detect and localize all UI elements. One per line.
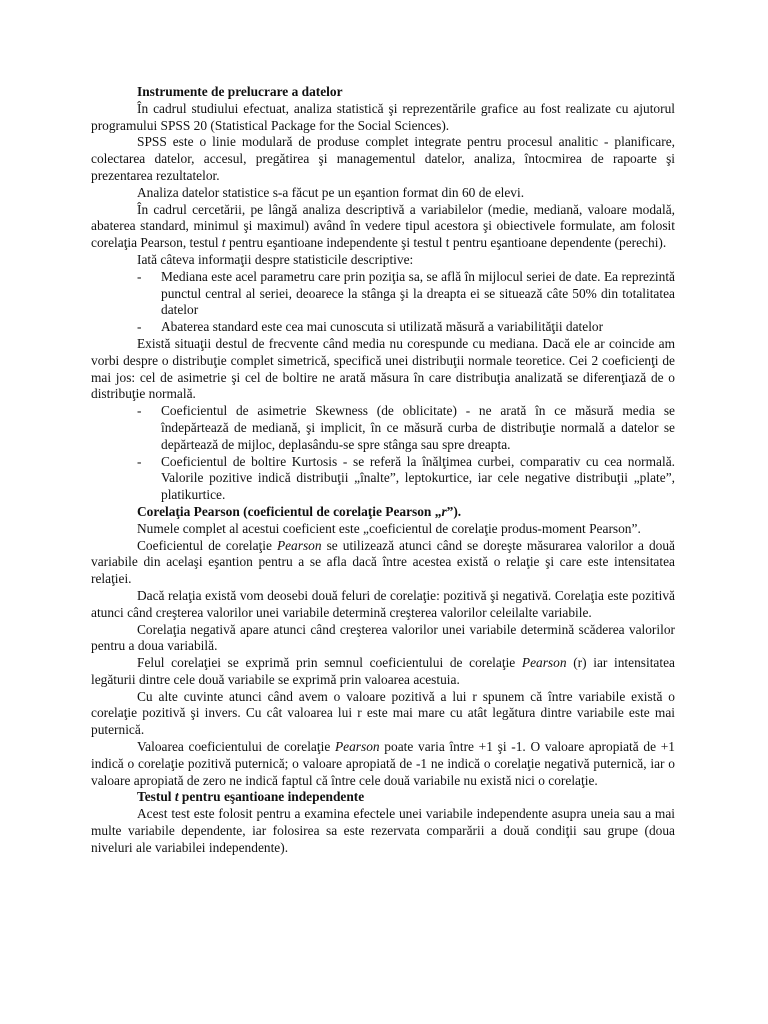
paragraph: SPSS este o linie modulară de produse complet integrate pentru procesul analitic - planificare, colectarea datelor, accesul, pregătirea şi managementul datelor, analiza, întocmirea de rapoarte şi prezentarea rezultatelor. (91, 134, 675, 183)
list-item: - Mediana este acel parametru care prin poziţia sa, se află în mijlocul seriei de date. Ea reprezintă punctul central al seriei, deoarece la stânga şi la dreapta ei se situează câte 50% din totalitatea datelor (137, 268, 675, 318)
descriptive-stats-list (91, 269, 675, 336)
paragraph: Corelaţia negativă apare atunci când creşterea valorilor unei variabile determină scăderea valorilor pentru a doua variabilă. (91, 621, 675, 654)
coefficients-list (91, 403, 675, 504)
section-heading-t-test: Testul t pentru eşantioane independente (137, 789, 365, 805)
list-dash: - (137, 403, 142, 419)
paragraph: Analiza datelor statistice s-a făcut pe un eşantion format din 60 de elevi. (137, 184, 525, 200)
paragraph: Iată câteva informaţii despre statisticile descriptive: (137, 251, 414, 267)
paragraph: Acest test este folosit pentru a examina efectele unei variabile independente asupra uneia sau a mai multe variabile dependente, iar folosirea sa este rezervata comparării a două condiţii sau grupe (doua niveluri ale variabilei independente). (91, 806, 675, 855)
paragraph: Cu alte cuvinte atunci când avem o valoare pozitivă a lui r spunem că între variabile există o corelaţie pozitivă şi invers. Cu cât valoarea lui r este mai mare cu atât legătura dintre variabile este mai puternică. (91, 688, 675, 738)
section-heading-data-tools: Instrumente de prelucrare a datelor (137, 84, 343, 99)
list-dash: - (137, 319, 142, 335)
section-heading-pearson: Corelaţia Pearson (coeficientul de corelaţie Pearson „r”). (137, 503, 462, 519)
paragraph: Numele complet al acestui coeficient este „coeficientul de corelaţie produs-moment Pearson”. (137, 520, 641, 536)
paragraph: Valoarea coeficientului de corelaţie Pearson poate varia între +1 şi -1. O valoare apropiată de +1 indică o corelaţie pozitivă puternică; o valoare apropiată de -1 ne indică o corelaţie negativă puternică, iar o valoare apropiată de zero ne indică faptul că între cele două variabile nu există nici o corelaţie. (91, 739, 676, 788)
paragraph: Felul corelaţiei se exprimă prin semnul coeficientului de corelaţie Pearson (r) iar intensitatea legăturii dintre cele două variabile se exprimă prin valoarea acestuia. (91, 655, 675, 687)
list-item: - Coeficientul de asimetrie Skewness (de oblicitate) - ne arată în ce măsură media se îndepărtează de mediană, şi implicit, în ce măsură curba de distribuţie normală a datelor se depărtează de mijloc, deplasându-se spre stânga sau spre dreapta. (137, 403, 675, 452)
list-dash: - (137, 268, 142, 284)
document-page (91, 84, 675, 857)
paragraph: Există situaţii destul de frecvente când media nu corespunde cu mediana. Dacă ele ar coincide am vorbi despre o distribuţie complet simetrică, specifică unei distribuţii normale teoretice. Cei 2 coeficienţi de mai jos: cel de asimetrie şi cel de boltire ne arată măsura în care distribuţia analizată se diferenţiază de o distribuţie normală. (91, 335, 675, 402)
paragraph: Dacă relaţia există vom deosebi două feluri de corelaţie: pozitivă şi negativă. Corelaţia este pozitivă atunci când creşterea valorilor unei variabile determină creşterea valorilor celeilalte variabile. (91, 587, 675, 620)
paragraph: În cadrul cercetării, pe lângă analiza descriptivă a variabilelor (medie, mediană, valoare modală, abaterea standard, minimul şi maximul) având în vedere tipul acestora şi obiectivele formulate, am folosit corelaţia Pearson, testul t pentru eşantioane independente şi testul t pentru eşantioane dependente (perechi). (91, 201, 675, 251)
paragraph: Coeficientul de corelaţie Pearson se utilizează atunci când se doreşte măsurarea valorilor a două variabile din acelaşi eşantion pentru a se afla dacă între acestea există o relaţie şi care este intensitatea relaţiei. (91, 537, 675, 587)
list-dash: - (137, 453, 142, 469)
paragraph: În cadrul studiului efectuat, analiza statistică şi reprezentările grafice au fost realizate cu ajutorul programului SPSS 20 (Statistical Package for the Social Sciences). (91, 100, 675, 133)
list-item: - Coeficientul de boltire Kurtosis - se referă la înălţimea curbei, comparativ cu cea normală. Valorile pozitive indică distribuţii „înalte”, leptokurtice, iar cele negative distribuţii „plate”, platikurtice. (137, 453, 675, 503)
list-item: - Abaterea standard este cea mai cunoscuta si utilizată măsură a variabilităţii datelor (137, 319, 604, 335)
